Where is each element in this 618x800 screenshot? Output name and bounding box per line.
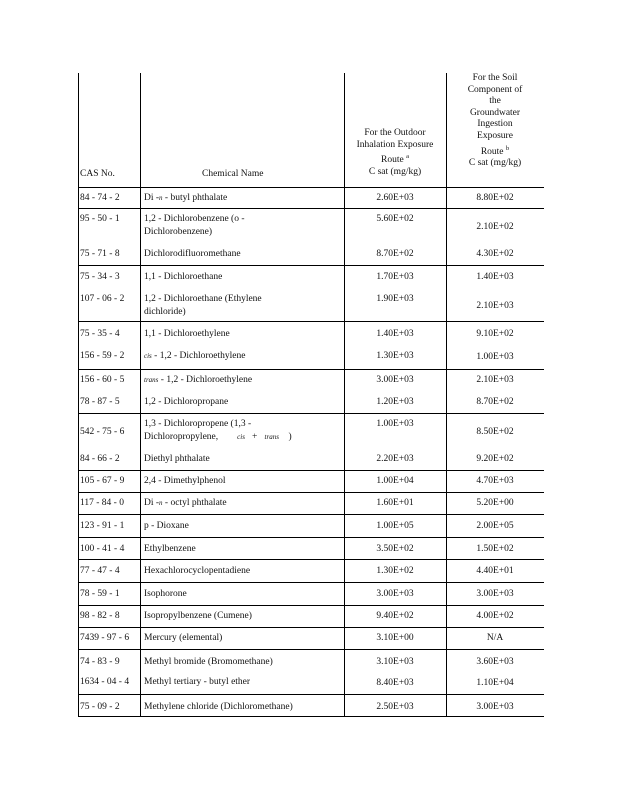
outdoor-csat: 1.00E+05 [376, 521, 414, 531]
row-rule [78, 537, 544, 538]
chemical-name: cis - 1,2 - Dichloroethylene [144, 351, 246, 361]
row-rule [78, 321, 544, 322]
soil-csat: 4.70E+03 [476, 476, 514, 486]
soil-csat: 3.00E+03 [476, 589, 514, 599]
cas-number: 156 - 60 - 5 [80, 375, 125, 385]
column-rule-chemical [140, 73, 141, 716]
cas-number: 117 - 84 - 0 [80, 498, 124, 508]
soil-csat: 1.40E+03 [476, 272, 514, 282]
outdoor-csat: 8.40E+03 [376, 678, 414, 688]
row-rule [78, 492, 544, 493]
soil-csat: 2.00E+05 [476, 521, 514, 531]
table-left-rule [78, 73, 79, 716]
chemical-name: 1,3 - Dichloropropene (1,3 - [144, 419, 252, 429]
soil-csat: N/A [486, 633, 504, 643]
outdoor-csat: 1.00E+04 [376, 476, 414, 486]
header-chemical-name: Chemical Name [202, 169, 264, 179]
row-rule [78, 605, 544, 606]
cas-number: 75 - 71 - 8 [80, 249, 120, 259]
soil-csat: 2.10E+02 [476, 222, 514, 232]
soil-csat: 1.50E+02 [476, 544, 514, 554]
outdoor-csat: 1.30E+03 [376, 351, 414, 361]
cas-number: 7439 - 97 - 6 [80, 633, 130, 643]
outdoor-csat: 2.20E+03 [376, 454, 414, 464]
chemical-name: 1,2 - Dichlorobenzene (o - [144, 214, 245, 224]
chemical-name: Isophorone [144, 589, 187, 599]
row-rule [78, 559, 544, 560]
chemical-name: Methyl bromide (Bromomethane) [144, 657, 273, 667]
soil-csat: 2.10E+03 [476, 375, 514, 385]
outdoor-csat: 9.40E+02 [376, 611, 414, 621]
soil-csat: 4.30E+02 [476, 249, 514, 259]
chemical-name: 1,1 - Dichloroethylene [144, 329, 230, 339]
row-rule [78, 369, 544, 370]
outdoor-csat: 3.10E+00 [376, 633, 414, 643]
chemical-name-continued: Dichloropropylene, cis + trans ) [144, 432, 292, 442]
cas-number: 75 - 35 - 4 [80, 329, 120, 339]
chemical-name: Mercury (elemental) [144, 633, 223, 643]
outdoor-csat: 3.00E+03 [376, 589, 414, 599]
row-rule [78, 514, 544, 515]
cas-number: 78 - 59 - 1 [80, 589, 120, 599]
outdoor-csat: 1.90E+03 [376, 294, 414, 304]
cas-number: 156 - 59 - 2 [80, 351, 125, 361]
row-rule [78, 413, 544, 414]
outdoor-csat: 1.40E+03 [376, 329, 414, 339]
row-rule [78, 649, 544, 650]
outdoor-csat: 1.70E+03 [376, 272, 414, 282]
cas-number: 84 - 66 - 2 [80, 454, 120, 464]
chemical-name-continued: dichloride) [144, 307, 186, 317]
table-bottom-rule [78, 716, 544, 717]
soil-csat: 2.10E+03 [476, 301, 514, 311]
cas-number: 84 - 74 - 2 [80, 193, 120, 203]
soil-csat: 5.20E+00 [476, 498, 514, 508]
cas-number: 123 - 91 - 1 [80, 521, 125, 531]
cas-number: 75 - 09 - 2 [80, 702, 120, 712]
outdoor-csat: 1.30E+02 [376, 566, 414, 576]
soil-csat: 8.50E+02 [476, 427, 514, 437]
cas-number: 100 - 41 - 4 [80, 544, 125, 554]
outdoor-csat: 3.10E+03 [376, 657, 414, 667]
row-rule [78, 694, 544, 695]
header-cas: CAS No. [80, 169, 115, 179]
outdoor-csat: 1.60E+01 [376, 498, 414, 508]
chemical-name: Di -n - octyl phthalate [144, 498, 227, 508]
chemical-name: Methylene chloride (Dichloromethane) [144, 702, 293, 712]
soil-csat: 1.10E+04 [476, 678, 514, 688]
soil-csat: 9.10E+02 [476, 329, 514, 339]
chemical-name: trans - 1,2 - Dichloroethylene [144, 375, 253, 385]
cas-number: 77 - 47 - 4 [80, 566, 120, 576]
chemical-name: Diethyl phthalate [144, 454, 210, 464]
outdoor-csat: 2.50E+03 [376, 702, 414, 712]
cas-number: 75 - 34 - 3 [80, 272, 120, 282]
chemical-name: Hexachlorocyclopentadiene [144, 566, 251, 576]
outdoor-csat: 2.60E+03 [376, 193, 414, 203]
chemical-name: Di -n - butyl phthalate [144, 193, 228, 203]
header-outdoor: For the Outdoor Inhalation Exposure Route $^a$ C sat (mg/kg) [356, 128, 434, 177]
outdoor-csat: 1.20E+03 [376, 397, 414, 407]
soil-csat: 3.00E+03 [476, 702, 514, 712]
outdoor-csat: 1.00E+03 [376, 419, 414, 429]
outdoor-csat: 8.70E+02 [376, 249, 414, 259]
chemical-name: Ethylbenzene [144, 544, 196, 554]
chemical-name: Isopropylbenzene (Cumene) [144, 611, 252, 621]
cas-number: 95 - 50 - 1 [80, 214, 120, 224]
soil-csat: 1.00E+03 [476, 352, 514, 362]
cas-number: 107 - 06 - 2 [80, 294, 125, 304]
chemical-name: 1,2 - Dichloropropane [144, 397, 229, 407]
cas-number: 74 - 83 - 9 [80, 657, 120, 667]
chemical-name: 1,2 - Dichloroethane (Ethylene [144, 294, 262, 304]
cas-number: 98 - 82 - 8 [80, 611, 120, 621]
row-rule [78, 582, 544, 583]
row-rule [78, 265, 544, 266]
chemical-name: Dichlorodifluoromethane [144, 249, 241, 259]
outdoor-csat: 3.50E+02 [376, 544, 414, 554]
chemical-name: 2,4 - Dimethylphenol [144, 476, 226, 486]
chemical-name-continued: Dichlorobenzene) [144, 227, 213, 237]
soil-csat: 4.00E+02 [476, 611, 514, 621]
row-rule [78, 470, 544, 471]
soil-csat: 8.80E+02 [476, 193, 514, 203]
cas-number: 1634 - 04 - 4 [80, 677, 130, 687]
chemical-name: p - Dioxane [144, 521, 189, 531]
soil-csat: 9.20E+02 [476, 454, 514, 464]
soil-csat: 8.70E+02 [476, 397, 514, 407]
chemical-name: 1,1 - Dichloroethane [144, 272, 223, 282]
row-rule [78, 627, 544, 628]
soil-csat: 4.40E+01 [476, 566, 514, 576]
chemical-name: Methyl tertiary - butyl ether [144, 677, 251, 687]
soil-csat: 3.60E+03 [476, 657, 514, 667]
cas-number: 78 - 87 - 5 [80, 397, 120, 407]
cas-number: 105 - 67 - 9 [80, 476, 125, 486]
outdoor-csat: 3.00E+03 [376, 375, 414, 385]
header-bottom-rule [78, 187, 544, 188]
header-soil: For the Soil Component of the Groundwater Ingestion Exposure Route $^b$ C sat (mg/kg) [467, 73, 523, 169]
outdoor-csat: 5.60E+02 [376, 214, 414, 224]
row-rule [78, 208, 544, 209]
cas-number: 542 - 75 - 6 [80, 427, 125, 437]
